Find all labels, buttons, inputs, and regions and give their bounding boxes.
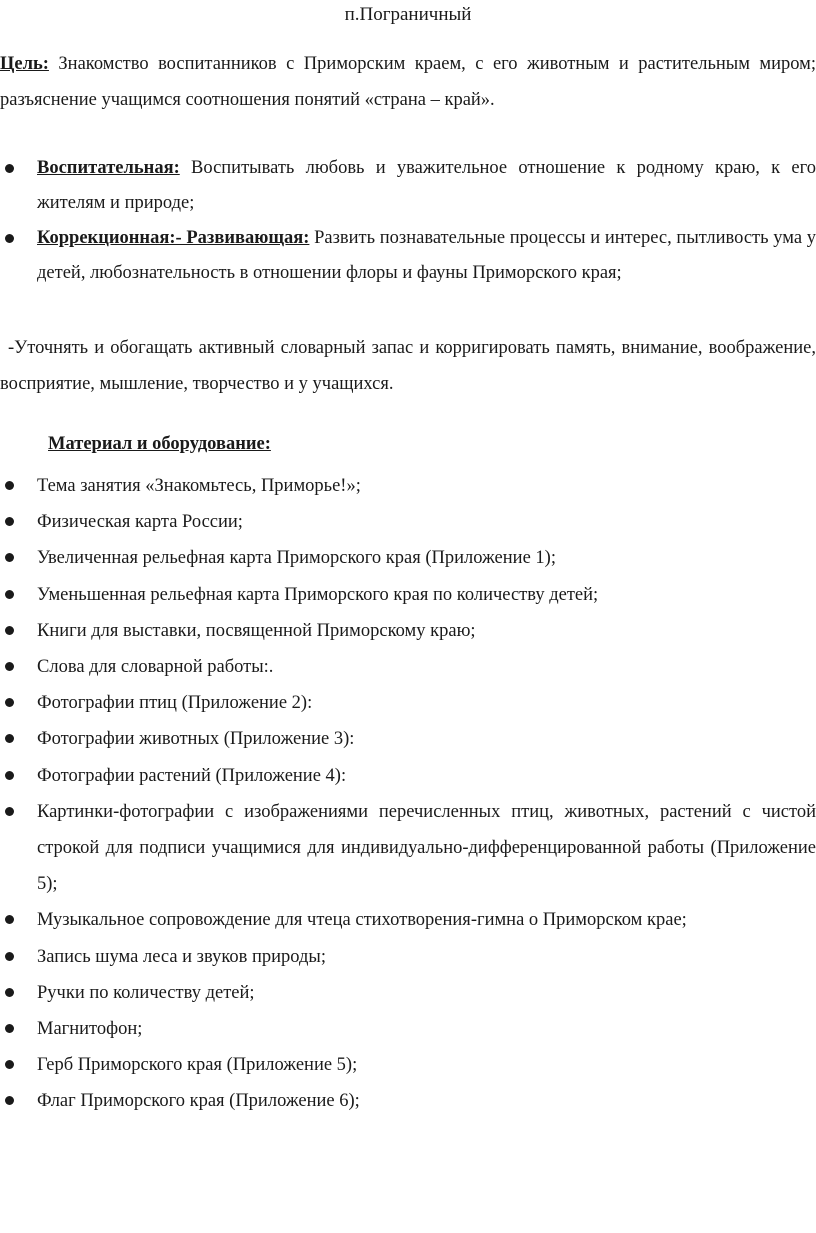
list-item: [0, 468, 816, 504]
bullet-icon: [5, 807, 14, 816]
list-item: [0, 902, 816, 938]
objectives-list: [0, 151, 816, 291]
document-title: п.Пограничный: [344, 4, 472, 25]
list-item: [0, 758, 816, 794]
bullet-icon: [5, 481, 14, 490]
list-item: [0, 685, 816, 721]
material-text: Фотографии животных (Приложение 3):: [37, 729, 355, 750]
sub-objective-text: -Уточнять и обогащать активный словарный запас и корригировать память, внимание, воображение, восприятие, мышление, творчество и у учащихся.: [0, 338, 816, 394]
list-item: [0, 975, 816, 1011]
list-item: [0, 540, 816, 576]
material-text: Герб Приморского края (Приложение 5);: [37, 1055, 358, 1076]
bullet-icon: [5, 626, 14, 635]
material-text: Слова для словарной работы:.: [37, 657, 274, 678]
list-item: [0, 721, 816, 757]
material-text: Уменьшенная рельефная карта Приморского края по количеству детей;: [37, 584, 599, 605]
list-item: [0, 613, 816, 649]
material-text: Увеличенная рельефная карта Приморского края (Приложение 1);: [37, 548, 556, 569]
list-item: [0, 939, 816, 975]
list-item: [0, 1011, 816, 1047]
bullet-icon: [5, 590, 14, 599]
material-text: Ручки по количеству детей;: [37, 982, 255, 1003]
bullet-icon: [5, 517, 14, 526]
material-text: Фотографии птиц (Приложение 2):: [37, 693, 313, 714]
bullet-icon: [5, 698, 14, 707]
material-text: Тема занятия «Знакомьтесь, Приморье!»;: [37, 476, 361, 496]
objective-label: Коррекционная:- Развивающая:: [37, 228, 310, 248]
goal-text: Знакомство воспитанников с Приморским краем, с его животным и растительным миром; разъяснение учащимся соотношения понятий «страна – край».: [0, 54, 816, 110]
list-item: [0, 151, 816, 221]
bullet-icon: [5, 771, 14, 780]
bullet-icon: [5, 553, 14, 562]
list-item: [0, 794, 816, 903]
bullet-icon: [5, 1060, 14, 1069]
list-item: [0, 221, 816, 291]
objective-text: Воспитывать любовь и уважительное отношение к родному краю, к его жителям и природе;: [37, 158, 816, 213]
material-text: Физическая карта России;: [37, 512, 243, 533]
materials-heading: Материал и оборудование:: [48, 434, 271, 454]
objective-text: Развить познавательные процессы и интерес, пытливость ума у детей, любознательность в отношении флоры и фауны Приморского края;: [37, 228, 816, 283]
list-item: [0, 649, 816, 685]
bullet-icon: [5, 988, 14, 997]
bullet-icon: [5, 915, 14, 924]
material-text: Картинки-фотографии с изображениями перечисленных птиц, животных, растений с чистой строкой для подписи учащимися для индивидуально-дифференцированной работы (Приложение 5);: [37, 801, 816, 895]
objective-label: Воспитательная:: [37, 158, 180, 178]
material-text: Фотографии растений (Приложение 4):: [37, 765, 347, 786]
material-text: Запись шума леса и звуков природы;: [37, 946, 326, 967]
material-text: Книги для выставки, посвященной Приморскому краю;: [37, 620, 476, 641]
bullet-icon: [5, 952, 14, 961]
material-text: Музыкальное сопровождение для чтеца стихотворения-гимна о Приморском крае;: [37, 910, 687, 931]
list-item: [0, 577, 816, 613]
list-item: [0, 504, 816, 540]
material-text: Магнитофон;: [37, 1019, 143, 1040]
bullet-icon: [5, 1096, 14, 1105]
bullet-icon: [5, 734, 14, 743]
bullet-icon: [5, 1024, 14, 1033]
list-item: [0, 1047, 816, 1083]
list-item: [0, 1083, 816, 1119]
bullet-icon: [5, 662, 14, 671]
sub-objective-paragraph: [0, 330, 816, 402]
material-text: Флаг Приморского края (Приложение 6);: [37, 1091, 360, 1112]
goal-label: Цель:: [0, 54, 49, 74]
bullet-icon: [5, 164, 14, 173]
goal-paragraph: [0, 46, 816, 118]
bullet-icon: [5, 234, 14, 243]
materials-list: [0, 468, 816, 1120]
